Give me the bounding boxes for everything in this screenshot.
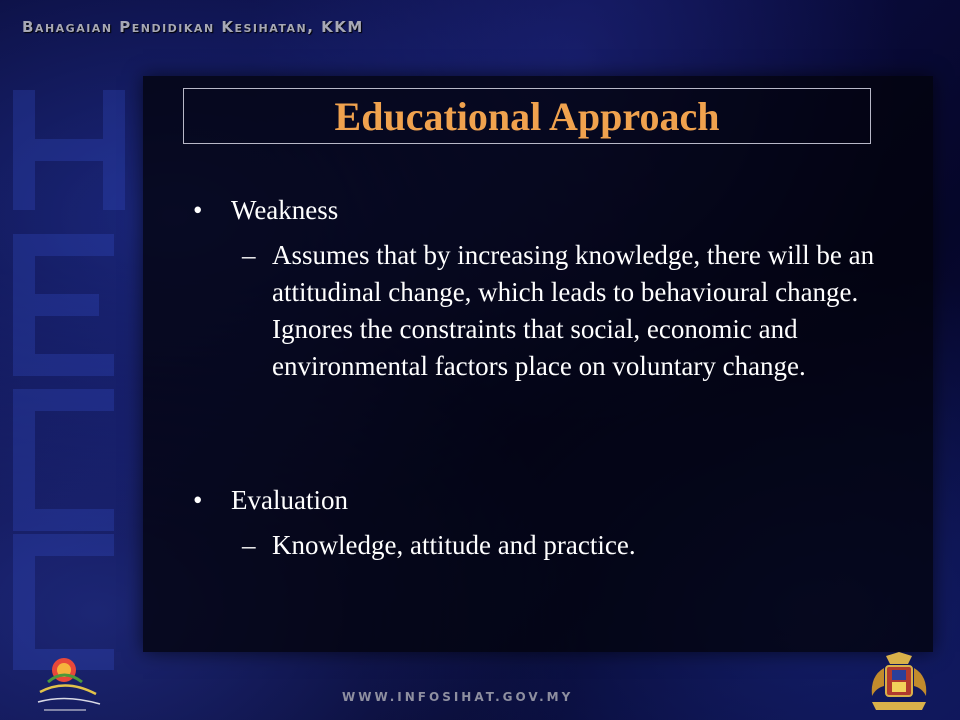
organization-header: Bahagaian Pendidikan Kesihatan, KKM <box>22 18 364 36</box>
bullet-label: Weakness <box>231 195 339 225</box>
bullet-label: Evaluation <box>231 485 348 515</box>
sub-bullet-text: Knowledge, attitude and practice. <box>272 530 636 560</box>
title-box <box>183 88 871 144</box>
bullet-evaluation <box>193 482 348 519</box>
bullet-marker: • <box>193 195 203 225</box>
sub-bullet-marker: – <box>242 240 256 270</box>
sub-bullet-evaluation <box>242 527 887 564</box>
malaysia-coat-of-arms-icon <box>862 652 936 714</box>
health-promotion-logo-icon <box>30 648 104 714</box>
sub-bullet-weakness <box>242 237 887 385</box>
bullet-weakness <box>193 192 338 229</box>
bullet-marker: • <box>193 485 203 515</box>
slide-title: Educational Approach <box>334 93 720 139</box>
footer-url: WWW.INFOSIHAT.GOV.MY <box>342 690 574 704</box>
hecc-watermark-icon <box>4 70 134 670</box>
sub-bullet-text: Assumes that by increasing knowledge, there will be an attitudinal change, which leads to behavioural change. Ignores the constraints that social, economic and environmental factors place on voluntary change. <box>272 240 875 381</box>
sub-bullet-marker: – <box>242 530 256 560</box>
